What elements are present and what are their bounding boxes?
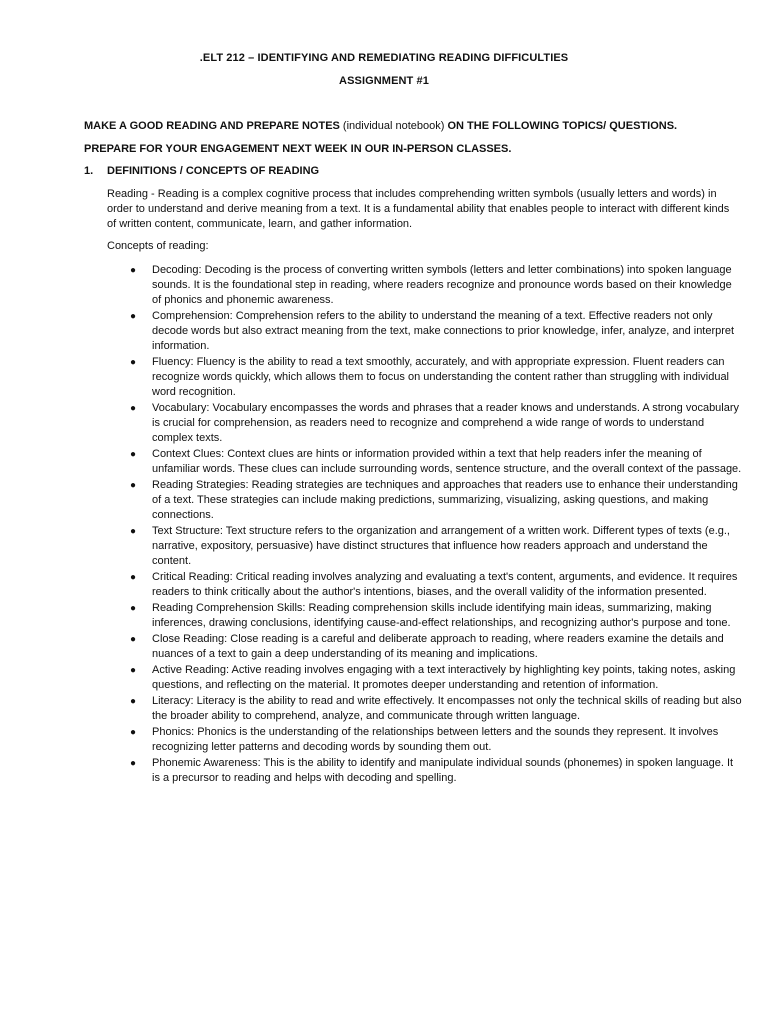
concept-text: Reading Strategies: Reading strategies are techniques and approaches that readers use to enhance their understanding of a text. These strategies can include making predictions, summarizing, visualizing, asking questions, and making connections.	[152, 479, 738, 521]
instruction-normal: (individual notebook)	[339, 120, 448, 132]
bullet-icon: ●	[130, 449, 137, 460]
concept-text: Critical Reading: Critical reading involves analyzing and evaluating a text's content, arguments, and evidence. It requires readers to think critically about the author's intentions, biases, and the overall validity of the information presented.	[152, 571, 738, 598]
bullet-icon: ●	[130, 634, 137, 645]
concept-item	[130, 570, 742, 600]
concept-text: Vocabulary: Vocabulary encompasses the words and phrases that a reader knows and understands. A strong vocabulary is crucial for comprehension, as readers need to recognize and comprehend a wide range of words to understand complex texts.	[152, 402, 740, 444]
concept-text: Text Structure: Text structure refers to the organization and arrangement of a written work. Different types of texts (e.g., narrative, expository, persuasive) have distinct structures that influence how readers approach and understand the content.	[152, 525, 730, 567]
concepts-list	[130, 263, 742, 787]
concept-text: Decoding: Decoding is the process of converting written symbols (letters and letter combinations) into spoken language sounds. It is the foundational step in reading, where readers recognize and pronounce words based on their knowledge of phonics and phonemic awareness.	[152, 264, 732, 306]
concept-item	[130, 663, 742, 693]
section-heading	[84, 165, 319, 177]
concept-text: Phonemic Awareness: This is the ability to identify and manipulate individual sounds (phonemes) in spoken language. It is a precursor to reading and helps with decoding and spelling.	[152, 757, 734, 784]
bullet-icon: ●	[130, 357, 137, 368]
bullet-icon: ●	[130, 311, 137, 322]
concept-text: Active Reading: Active reading involves engaging with a text interactively by highlighting key points, taking notes, asking questions, and reflecting on the material. It promotes deeper understanding and retention of information.	[152, 664, 736, 691]
bullet-icon: ●	[130, 758, 137, 769]
bullet-icon: ●	[130, 696, 137, 707]
concept-text: Phonics: Phonics is the understanding of the relationships between letters and the sounds they represent. It involves recognizing letter patterns and decoding words by sounding them out.	[152, 726, 719, 753]
concept-item	[130, 601, 742, 631]
concept-item	[130, 401, 742, 446]
concept-item	[130, 524, 742, 569]
bullet-icon: ●	[130, 603, 137, 614]
concept-item	[130, 355, 742, 400]
concept-item	[130, 309, 742, 354]
section-title: DEFINITIONS / CONCEPTS OF READING	[107, 165, 320, 177]
concept-text: Comprehension: Comprehension refers to the ability to understand the meaning of a text. Effective readers not only decode words but also extract meaning from the text, make connections to prior knowledge, infer, analyze, and interpret information.	[152, 310, 735, 352]
instruction-bold-b: ON THE FOLLOWING TOPICS/ QUESTIONS.	[447, 120, 678, 132]
bullet-icon: ●	[130, 265, 137, 276]
concept-text: Reading Comprehension Skills: Reading comprehension skills include identifying main ideas, summarizing, making inferences, drawing conclusions, identifying cause-and-effect relationships, and recognizing author's purpose and tone.	[152, 602, 731, 629]
document-title: .ELT 212 – IDENTIFYING AND REMEDIATING READING DIFFICULTIES	[199, 52, 569, 64]
concept-item	[130, 694, 742, 724]
concept-item	[130, 756, 742, 786]
bullet-icon: ●	[130, 727, 137, 738]
concept-text: Fluency: Fluency is the ability to read a text smoothly, accurately, and with appropriate expression. Fluent readers can recognize words quickly, which allows them to focus on understanding the content rather than struggling with individual word recognition.	[152, 356, 730, 398]
assignment-title: ASSIGNMENT #1	[339, 75, 429, 87]
bullet-icon: ●	[130, 572, 137, 583]
concept-item	[130, 478, 742, 523]
section-number: 1.	[84, 165, 94, 177]
bullet-icon: ●	[130, 526, 137, 537]
bullet-icon: ●	[130, 665, 137, 676]
concept-item	[130, 263, 742, 308]
concept-text: Close Reading: Close reading is a careful and deliberate approach to reading, where readers examine the details and nuances of a text to gain a deep understanding of its meaning and implications.	[152, 633, 724, 660]
instruction-bold-a: MAKE A GOOD READING AND PREPARE NOTES	[84, 120, 340, 132]
concept-text: Literacy: Literacy is the ability to read and write effectively. It encompasses not only the technical skills of reading but also the broader ability to comprehend, analyze, and communicate through written language.	[152, 695, 742, 722]
concept-item	[130, 725, 742, 755]
bullet-icon: ●	[130, 403, 137, 414]
concepts-label: Concepts of reading:	[107, 240, 209, 252]
reading-definition-paragraph: Reading - Reading is a complex cognitive process that includes comprehending written symbols (usually letters and words) in order to understand and derive meaning from a text. It is a fundamental ability that enables people to interact with different kinds of written content, communicate, learn, and gather information.	[107, 188, 730, 230]
concept-item	[130, 632, 742, 662]
instruction-line-1	[84, 120, 677, 132]
concept-text: Context Clues: Context clues are hints or information provided within a text that help readers infer the meaning of unfamiliar words. These clues can include surrounding words, sentence structure, and the overall context of the passage.	[152, 448, 742, 475]
instruction-line-2: PREPARE FOR YOUR ENGAGEMENT NEXT WEEK IN OUR IN-PERSON CLASSES.	[84, 143, 512, 155]
concept-item	[130, 447, 742, 477]
bullet-icon: ●	[130, 480, 137, 491]
